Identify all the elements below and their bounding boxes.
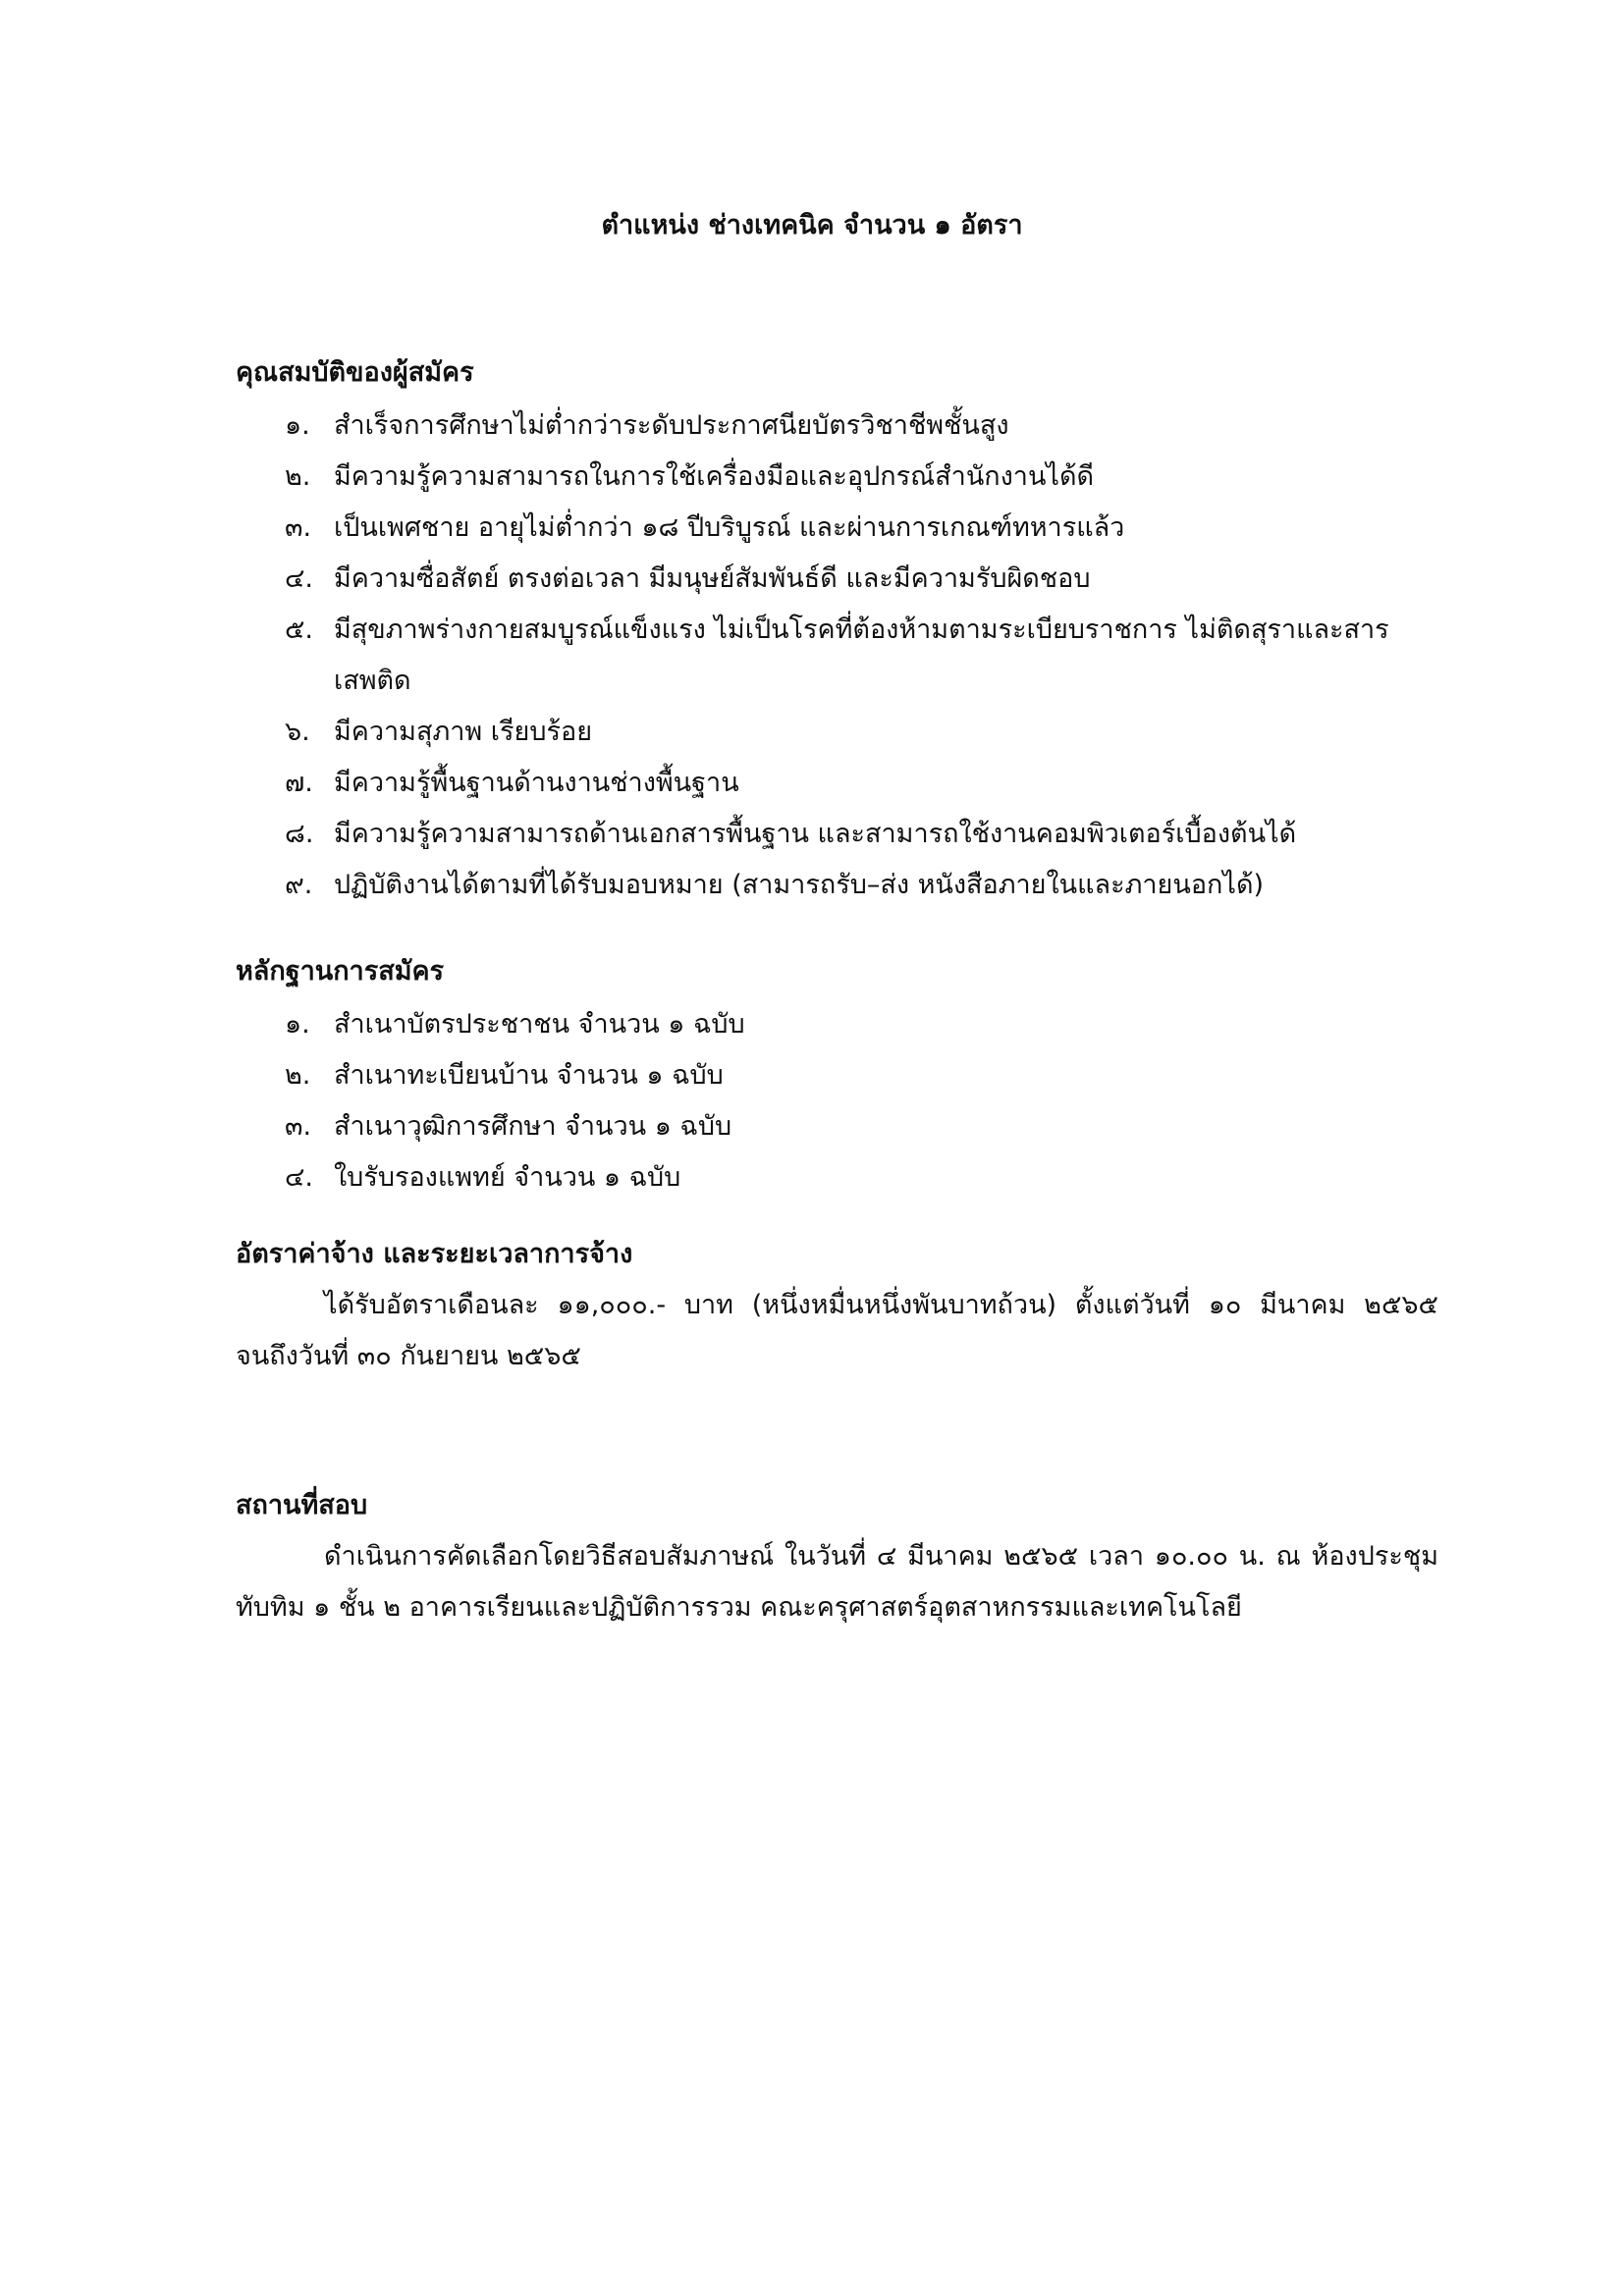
list-item <box>0 400 1424 452</box>
list-item <box>0 554 1424 605</box>
item-text: เป็นเพศชาย อายุไม่ต่ำกว่า ๑๘ ปีบริบูรณ์ และผ่านการเกณฑ์ทหารแล้ว <box>334 512 1125 543</box>
item-text: สำเนาวุฒิการศึกษา จำนวน ๑ ฉบับ <box>334 1111 732 1142</box>
item-number: ๖. <box>285 717 310 747</box>
item-number: ๔. <box>285 563 314 594</box>
item-number: ๓. <box>285 512 312 543</box>
list-item <box>0 503 1424 554</box>
item-number: ๕. <box>285 614 314 645</box>
item-text: มีความรู้ความสามารถด้านเอกสารพื้นฐาน และสามารถใช้งานคอมพิวเตอร์เบื้องต้นได้ <box>334 819 1297 849</box>
venue-paragraph <box>236 1531 1438 1633</box>
list-item <box>0 809 1424 860</box>
item-number: ๒. <box>285 461 311 492</box>
qualifications-heading: คุณสมบัติของผู้สมัคร <box>236 357 474 388</box>
list-item <box>0 999 1424 1050</box>
wage-text: ได้รับอัตราเดือนละ ๑๑,๐๐๐.- บาท (หนึ่งหมื่นหนึ่งพันบาทถ้วน) ตั้งแต่วันที่ ๑๐ มีนาคม ๒๕๖๕ จนถึงวันที่ ๓๐ กันยายน ๒๕๖๕ <box>236 1290 1438 1371</box>
item-number: ๙. <box>285 870 313 900</box>
venue-text: ดำเนินการคัดเลือกโดยวิธีสอบสัมภาษณ์ ในวันที่ ๔ มีนาคม ๒๕๖๕ เวลา ๑๐.๐๐ น. ณ ห้องประชุมทับทิม ๑ ชั้น ๒ อาคารเรียนและปฏิบัติการรวม คณะครุศาสตร์อุตสาหกรรมและเทคโนโลยี <box>236 1541 1438 1623</box>
item-number: ๗. <box>285 768 313 798</box>
documents-heading: หลักฐานการสมัคร <box>236 956 445 987</box>
list-item <box>0 1101 1424 1152</box>
item-number: ๓. <box>285 1111 312 1142</box>
list-item <box>0 605 1424 707</box>
list-item <box>0 860 1424 911</box>
documents-list <box>0 999 1424 1203</box>
item-number: ๑. <box>285 410 310 441</box>
page-title: ตำแหน่ง ช่างเทคนิค จำนวน ๑ อัตรา <box>601 210 1023 240</box>
list-item <box>0 707 1424 758</box>
list-item <box>0 1050 1424 1101</box>
item-text: สำเนาทะเบียนบ้าน จำนวน ๑ ฉบับ <box>334 1060 724 1091</box>
item-text: ใบรับรองแพทย์ จำนวน ๑ ฉบับ <box>334 1162 681 1193</box>
item-text: มีความสุภาพ เรียบร้อย <box>334 717 593 747</box>
item-number: ๒. <box>285 1060 311 1091</box>
item-text: มีความซื่อสัตย์ ตรงต่อเวลา มีมนุษย์สัมพันธ์ดี และมีความรับผิดชอบ <box>334 563 1091 594</box>
qualifications-list <box>0 400 1424 911</box>
list-item <box>0 1152 1424 1203</box>
item-number: ๘. <box>285 819 314 849</box>
item-number: ๔. <box>285 1162 314 1193</box>
item-text: มีสุขภาพร่างกายสมบูรณ์แข็งแรง ไม่เป็นโรคที่ต้องห้ามตามระเบียบราชการ ไม่ติดสุราและสารเสพติด <box>334 614 1389 696</box>
wage-paragraph <box>236 1280 1438 1382</box>
list-item <box>0 758 1424 809</box>
venue-heading: สถานที่สอบ <box>236 1490 368 1521</box>
wage-heading: อัตราค่าจ้าง และระยะเวลาการจ้าง <box>236 1239 633 1269</box>
item-number: ๑. <box>285 1009 310 1040</box>
item-text: ปฏิบัติงานได้ตามที่ได้รับมอบหมาย (สามารถรับ–ส่ง หนังสือภายในและภายนอกได้) <box>334 870 1265 900</box>
item-text: มีความรู้ความสามารถในการใช้เครื่องมือและอุปกรณ์สำนักงานได้ดี <box>334 461 1095 492</box>
item-text: สำเนาบัตรประชาชน จำนวน ๑ ฉบับ <box>334 1009 745 1040</box>
item-text: สำเร็จการศึกษาไม่ต่ำกว่าระดับประกาศนียบัตรวิชาชีพชั้นสูง <box>334 410 1009 441</box>
list-item <box>0 452 1424 503</box>
item-text: มีความรู้พื้นฐานด้านงานช่างพื้นฐาน <box>334 768 739 798</box>
